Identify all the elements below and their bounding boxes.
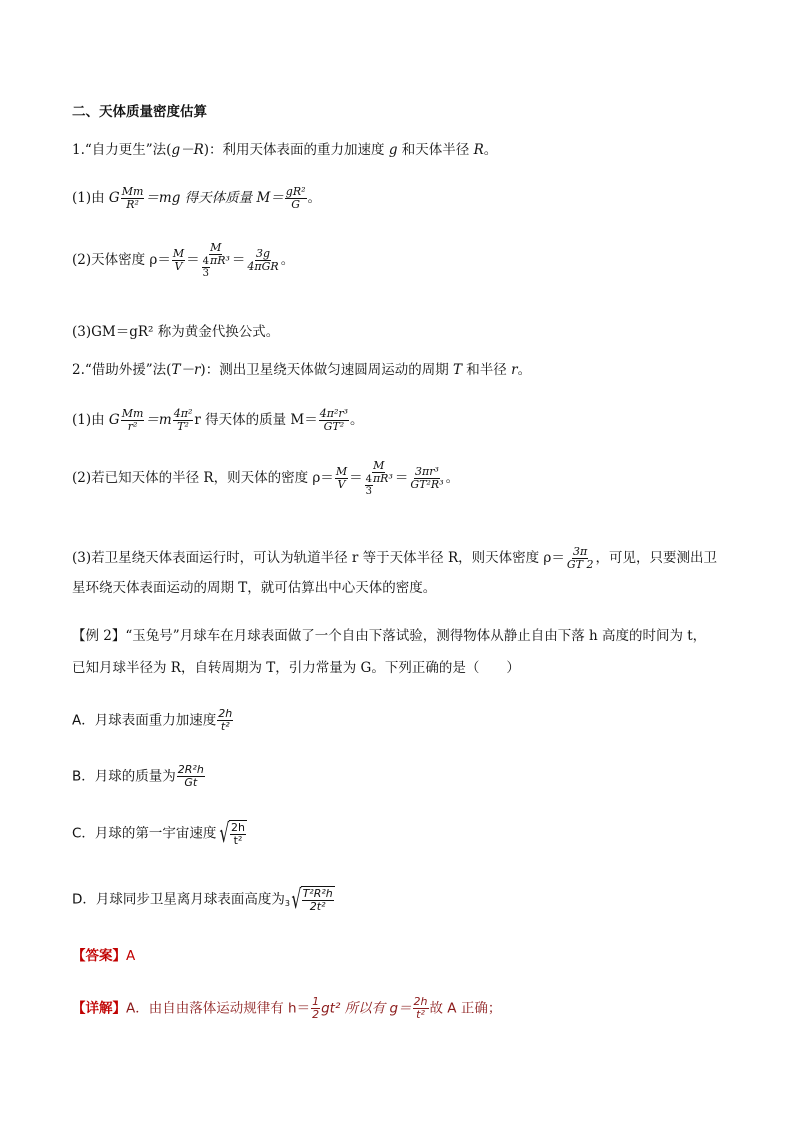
example-label: 【例 2】 (72, 628, 126, 644)
fraction: $\frac{2h}{\text{t²}}$ (218, 707, 233, 733)
section-title: 二、天体质量密度估算 (72, 104, 207, 120)
method2-item3: (3)若卫星绕天体表面运行时，可认为轨道半径 r 等于天体半径 R，则天体密度 ρ＝ $\frac{3\pi}{GT 2}$ ，可见，只要测出卫 (72, 545, 717, 571)
fraction: $\frac{M}{V}$ (335, 465, 348, 491)
fraction: $\frac{1}{2}$ (312, 995, 320, 1021)
fraction: $\frac{2h}{\text{t²}}$ (413, 995, 428, 1021)
answer-label: 【答案】 (72, 948, 126, 964)
method1-item2: (2)天体密度 ρ＝ $\frac{M}{V}$ ＝ M $\frac{4}{3}$ πR³ ＝ $\frac{3g}{\text{4πGR}}$ 。 (72, 241, 295, 279)
detail: 【详解】A．由自由落体运动规律有 h＝ $\frac{1}{2}$ gt² 所以有 g＝ $\frac{2h}{\text{t²}}$ 故 A 正确； (72, 995, 502, 1021)
method1-intro: 1.“自力更生”法(g－R)：利用天体表面的重力加速度 g 和天体半径 R。 (72, 142, 498, 158)
fraction: $\frac{\text{gR²}}{G}$ (285, 185, 306, 211)
fraction: $\frac{\text{3πr³}}{\text{GT²R³}}$ (410, 465, 444, 491)
fraction: $\frac{3\pi}{GT 2}$ (566, 545, 594, 571)
method1-item3: (3)GM＝gR² 称为黄金代换公式。 (72, 324, 280, 340)
fraction: $\frac{Mm}{\text{R²}}$ (121, 185, 144, 211)
fraction: M $\frac{4}{3}$ πR³ (365, 459, 393, 497)
option-a: A．月球表面重力加速度 $\frac{2h}{\text{t²}}$ (72, 707, 233, 733)
option-c: C．月球的第一宇宙速度 √ $\frac{2h}{\text{t²}}$ (72, 818, 245, 849)
fraction: $\frac{\text{4π²r³}}{\text{GT²}}$ (319, 407, 349, 433)
method1-item1: (1)由 G $\frac{Mm}{\text{R²}}$ ＝mg 得天体质量 M＝ $\frac{\text{gR²}}{G}$ 。 (72, 185, 322, 211)
example-question-line2: 已知月球半径为 R，自转周期为 T，引力常量为 G。下列正确的是（ ） (72, 660, 520, 676)
option-b: B．月球的质量为 $\frac{\text{2R²h}}{Gt}$ (72, 763, 204, 789)
square-root: √ $\frac{2h}{\text{t²}}$ (219, 818, 245, 849)
fraction: $\frac{\text{4π²}}{\text{T²}}$ (173, 407, 193, 433)
detail-label: 【详解】 (72, 1000, 126, 1017)
example-question: 【例 2】“玉兔号”月球车在月球表面做了一个自由下落试验，测得物体从静止自由下落 h 高度的时间为 t， (72, 628, 707, 644)
fraction: $\frac{3g}{\text{4πGR}}$ (247, 247, 279, 273)
method2-item3-line2: 星环绕天体表面运动的周期 T，就可估算出中心天体的密度。 (72, 580, 437, 596)
method2-item1: (1)由 G $\frac{Mm}{\text{r²}}$ ＝m $\frac{\text{4π²}}{\text{T²}}$ r 得天体的质量 M＝ $\frac{\text{4π²r³}}{\text{GT²}}$ 。 (72, 407, 364, 433)
fraction: $\frac{Mm}{\text{r²}}$ (121, 407, 144, 433)
answer (72, 946, 135, 966)
fraction: $\frac{M}{V}$ (172, 247, 185, 273)
answer-value: A (126, 948, 136, 964)
option-d: D．月球同步卫星离月球表面高度为 3 √ $\frac{\text{T²R²h}}{\text{2t²}}$ (72, 884, 333, 915)
method2-item2: (2)若已知天体的半径 R，则天体的密度 ρ＝ $\frac{M}{V}$ ＝ M $\frac{4}{3}$ πR³ ＝ $\frac{\text{3πr³}}{\text{GT²R³}}$ 。 (72, 459, 460, 497)
method2-intro: 2.“借助外援”法(T－r)：测出卫星绕天体做匀速圆周运动的周期 T 和半径 r。 (72, 362, 532, 378)
fraction: M $\frac{4}{3}$ πR³ (202, 241, 230, 279)
cube-root: 3 √ $\frac{\text{T²R²h}}{\text{2t²}}$ (284, 884, 333, 915)
fraction: $\frac{\text{2R²h}}{Gt}$ (177, 763, 204, 789)
